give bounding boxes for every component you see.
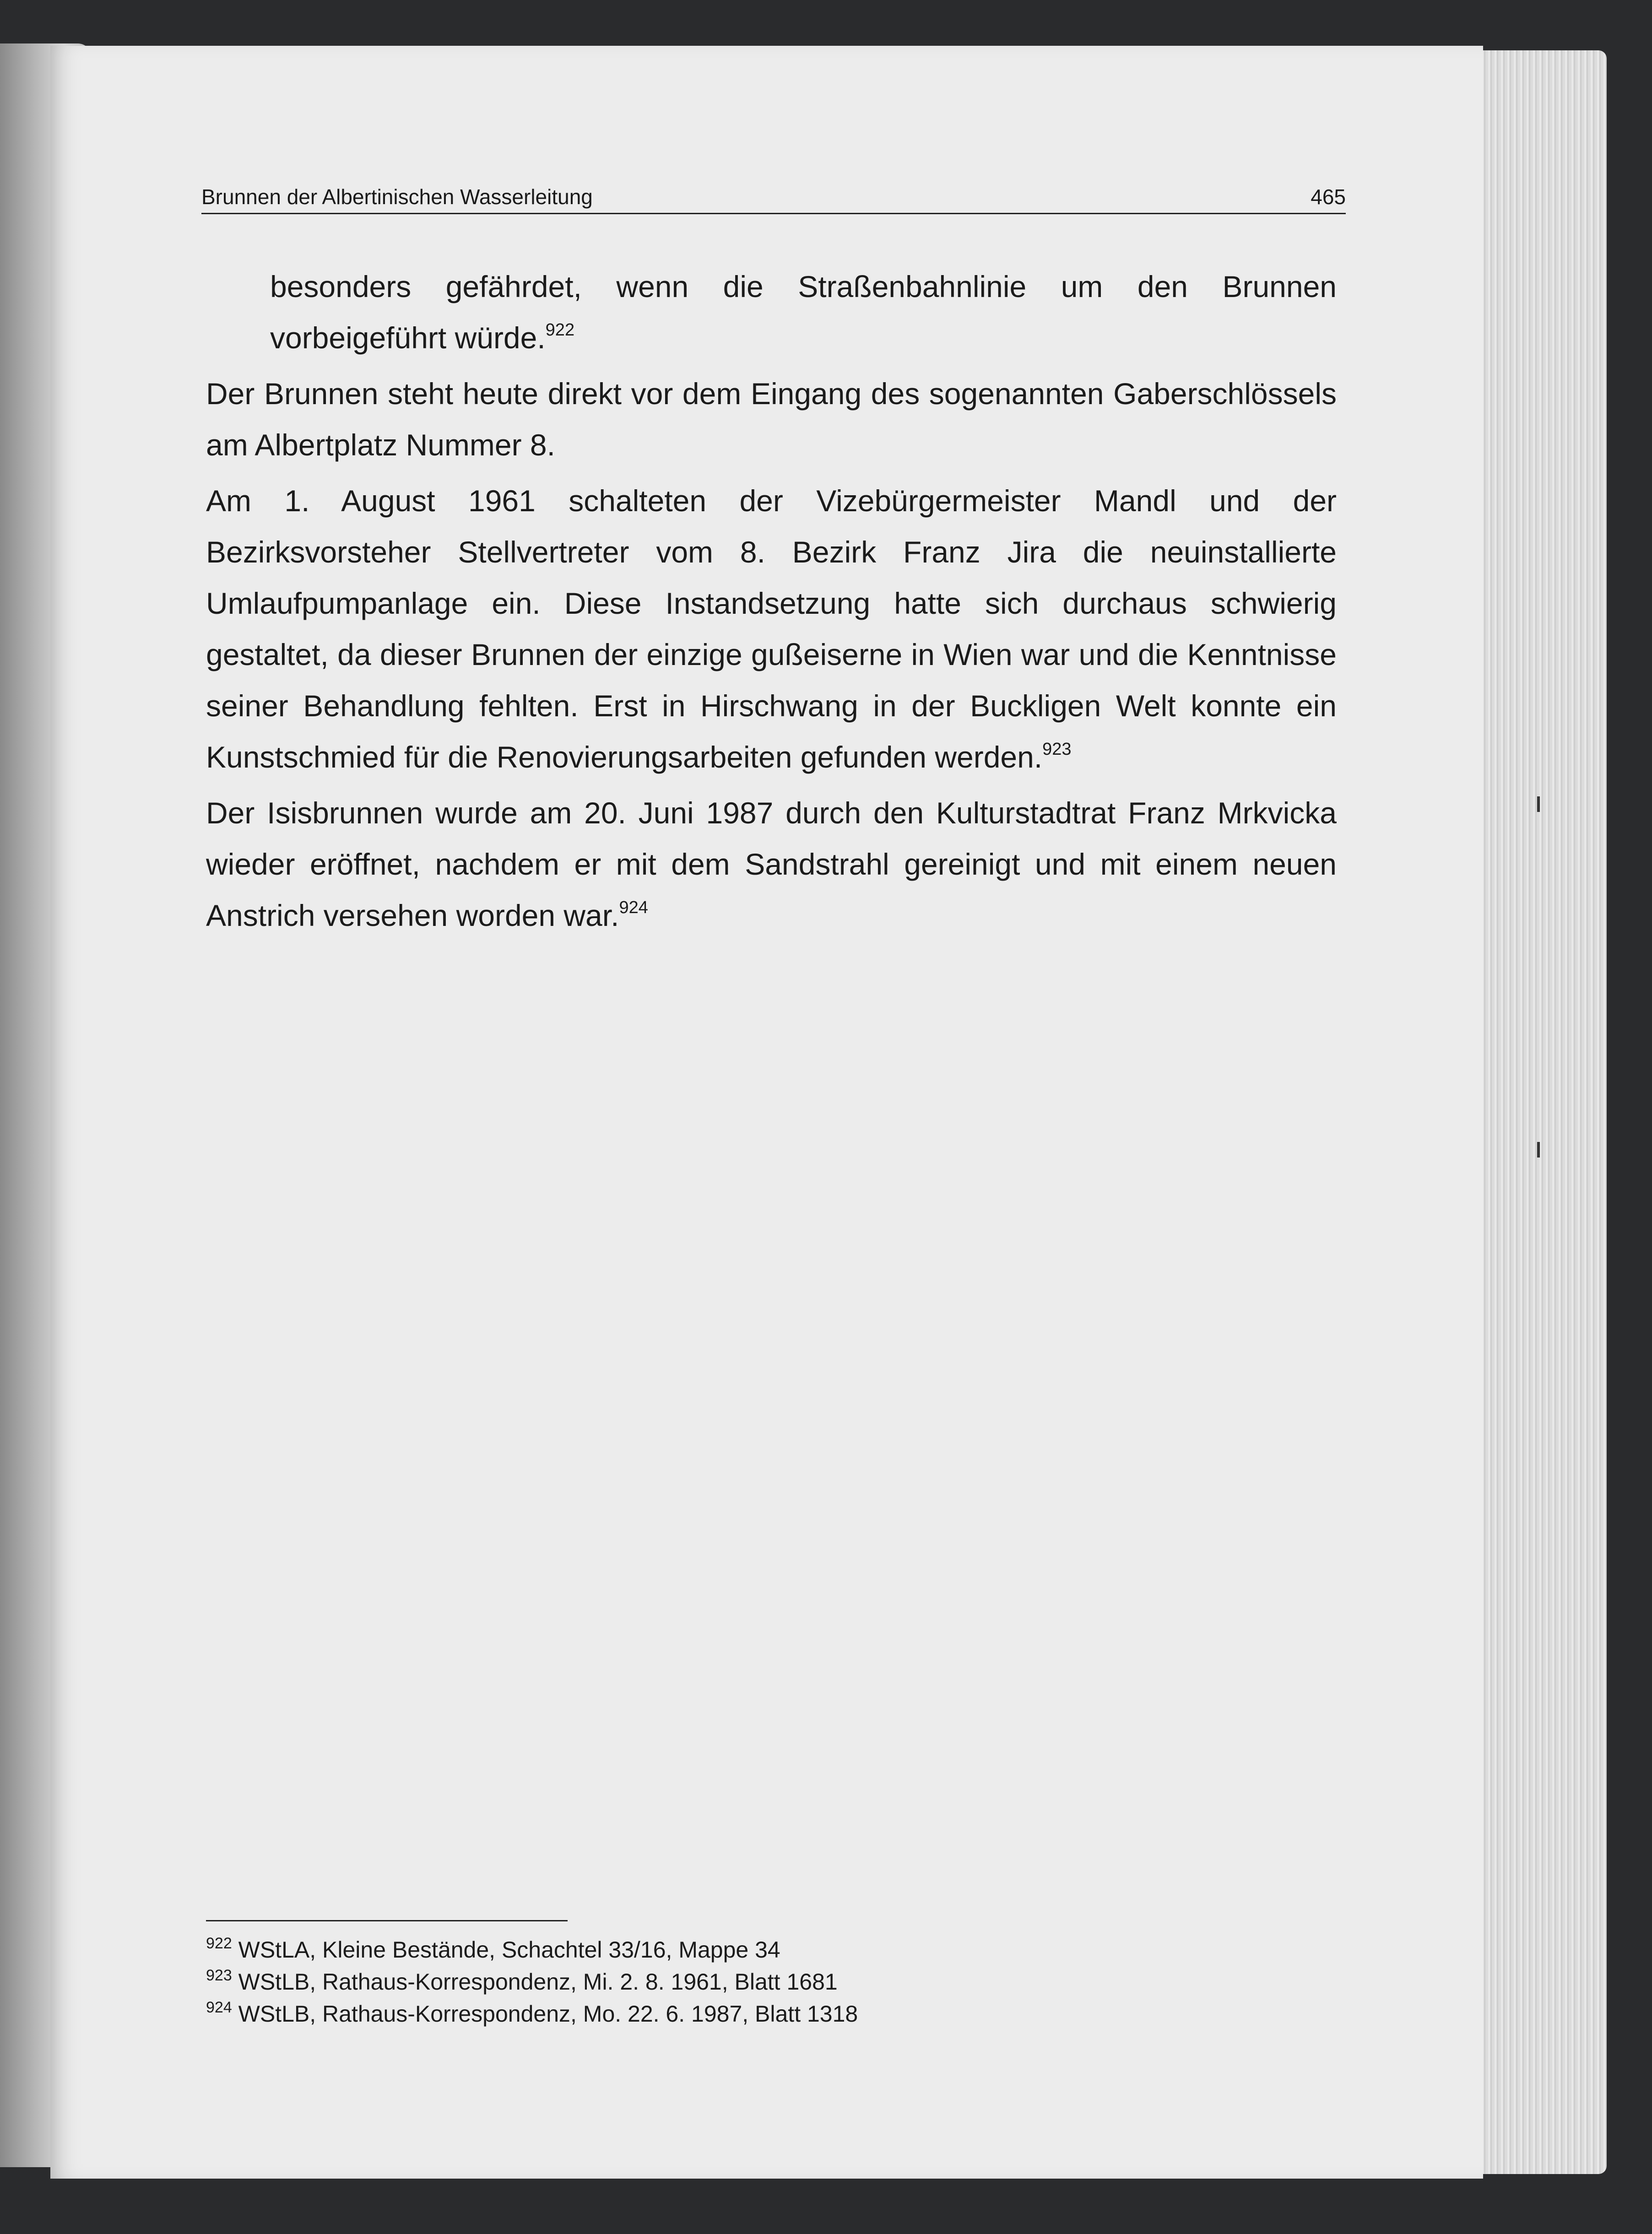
footnote-separator [206, 1920, 568, 1921]
footnote-ref: 924 [619, 898, 648, 917]
paragraph-text: Der Isisbrunnen wurde am 20. Juni 1987 durch den Kulturstadtrat Franz Mrkvicka wieder eröffnet, nachdem er mit dem Sandstrahl gereinigt und mit einem neuen Anstrich versehen worden war. [206, 796, 1337, 932]
footnote [206, 1966, 1305, 1998]
paragraph [206, 787, 1337, 941]
footnote-number: 923 [206, 1967, 232, 1984]
footnote-number: 924 [206, 1999, 232, 2016]
footnote-text: WStLB, Rathaus-Korrespondenz, Mi. 2. 8. 1961, Blatt 1681 [238, 1969, 838, 1995]
paragraph-text: besonders gefährdet, wenn die Straßenbahnlinie um den Brunnen vorbeigeführt würde. [270, 270, 1337, 355]
footnote-text: WStLA, Kleine Bestände, Schachtel 33/16, Mappe 34 [238, 1937, 780, 1963]
paragraph [206, 368, 1337, 471]
footnote [206, 1998, 1305, 2030]
footnote-ref: 923 [1042, 740, 1072, 759]
footnote [206, 1934, 1305, 1966]
main-text [206, 261, 1337, 946]
paragraph [206, 475, 1337, 783]
footnotes [206, 1934, 1305, 2030]
paragraph [206, 261, 1337, 363]
running-title: Brunnen der Albertinischen Wasserleitung [201, 185, 593, 209]
page-number: 465 [1311, 185, 1346, 209]
edge-mark [1537, 1142, 1540, 1158]
footnote-number: 922 [206, 1935, 232, 1952]
edge-mark [1537, 796, 1540, 812]
footnote-ref: 922 [545, 320, 575, 340]
paragraph-text: Am 1. August 1961 schalteten der Vizebürgermeister Mandl und der Bezirksvorsteher Stellvertreter vom 8. Bezirk Franz Jira die neuinstallierte Umlaufpumpanlage ein. Diese Instandsetzung hatte sich durchaus schwierig gestaltet, da dieser Brunnen der einzige gußeiserne in Wien war und die Kenntnisse seiner Behandlung fehlten. Erst in Hirschwang in der Buckligen Welt konnte ein Kunstschmied für die Renovierungsarbeiten gefunden werden. [206, 484, 1337, 774]
paragraph-text: Der Brunnen steht heute direkt vor dem Eingang des sogenannten Gaberschlössels am Albertplatz Nummer 8. [206, 377, 1337, 462]
footnote-text: WStLB, Rathaus-Korrespondenz, Mo. 22. 6. 1987, Blatt 1318 [238, 2001, 858, 2027]
running-header [201, 181, 1346, 214]
